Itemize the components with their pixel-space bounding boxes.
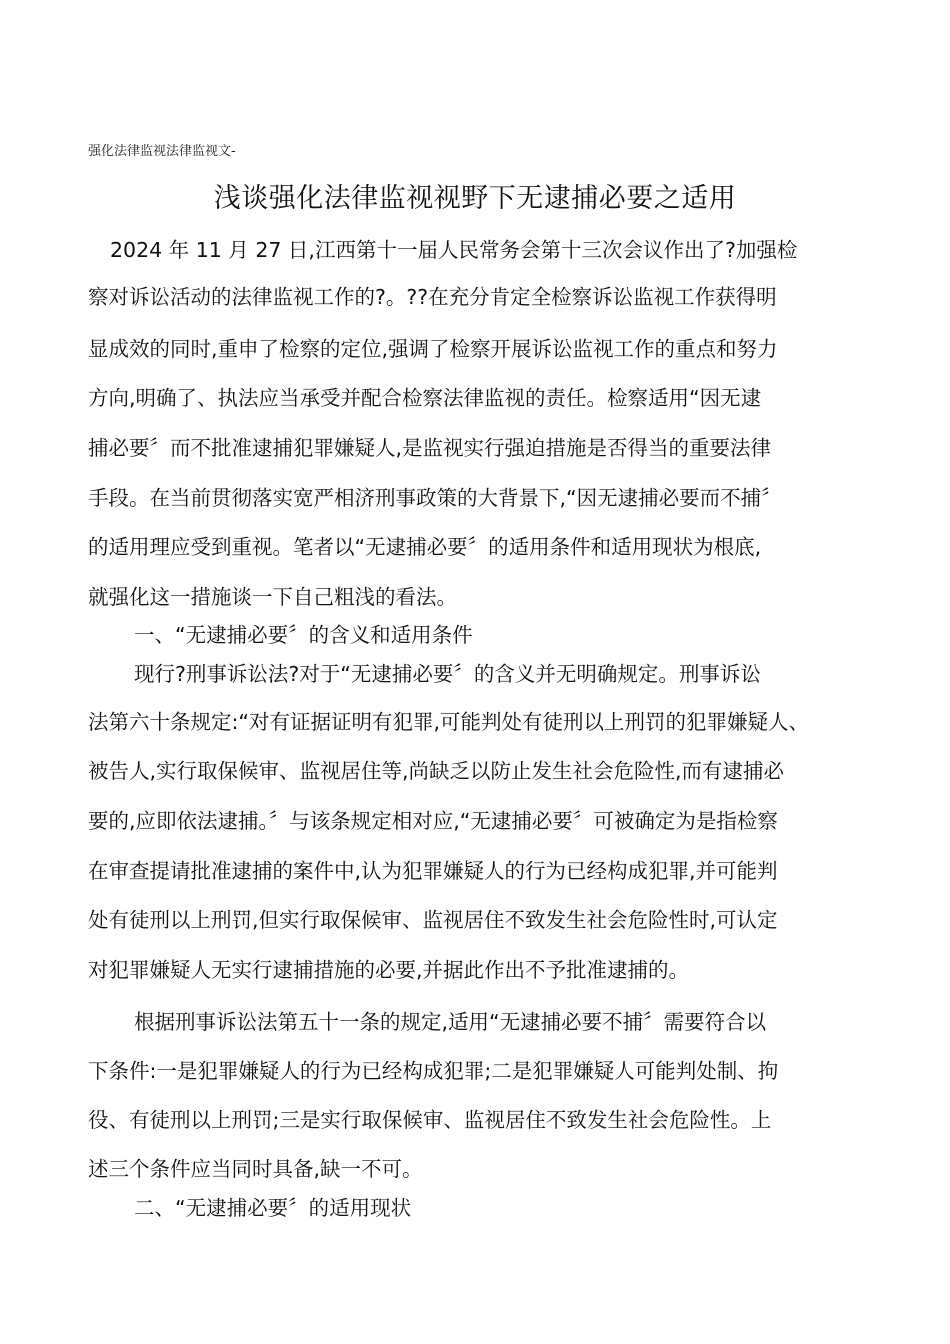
paragraph-line: 对犯罪嫌疑人无实行逮捕措施的必要,并据此作出不予批准逮捕的。: [88, 958, 690, 982]
paragraph-line: 2024 年 11 月 27 日,江西第十一届人民常务会第十三次会议作出了?加强检: [110, 238, 798, 262]
paragraph-line: 就强化这一措施谈一下自己粗浅的看法。: [88, 585, 457, 609]
paragraph-line: 处有徒刑以上刑罚,但实行取保候审、监视居住不致发生社会危险性时,可认定: [88, 908, 778, 932]
paragraph-line: 显成效的同时,重申了检察的定位,强调了检察开展诉讼监视工作的重点和努力: [88, 337, 778, 361]
paragraph-line: 的适用理应受到重视。笔者以“无逮捕必要〞的适用条件和适用现状为根底,: [88, 535, 762, 559]
paragraph-line: 根据刑事诉讼法第五十一条的规定,适用“无逮捕必要不捕〞需要符合以: [134, 1010, 767, 1034]
paragraph-line: 察对诉讼活动的法律监视工作的?。??在充分肯定全检察诉讼监视工作获得明: [88, 285, 777, 309]
section-heading-2: 二、“无逮捕必要〞的适用现状: [134, 1196, 412, 1220]
paragraph-line: 手段。在当前贯彻落实宽严相济刑事政策的大背景下,“因无逮捕必要而不捕〞: [88, 486, 782, 510]
paragraph-line: 现行?刑事诉讼法?对于“无逮捕必要〞的含义并无明确规定。刑事诉讼: [134, 662, 761, 686]
paragraph-line: 法第六十条规定:“对有证据证明有犯罪,可能判处有徒刑以上刑罚的犯罪嫌疑人、: [88, 710, 810, 734]
paragraph-line: 要的,应即依法逮捕。〞与该条规定相对应,“无逮捕必要〞可被确定为是指检察: [88, 809, 778, 833]
paragraph-line: 被告人,实行取保候审、监视居住等,尚缺乏以防止发生社会危险性,而有逮捕必: [88, 759, 785, 783]
header-note: 强化法律监视法律监视文-: [88, 144, 236, 159]
section-heading-1: 一、“无逮捕必要〞的含义和适用条件: [134, 623, 473, 647]
paragraph-line: 在审查提请批准逮捕的案件中,认为犯罪嫌疑人的行为已经构成犯罪,并可能判: [88, 859, 778, 883]
paragraph-line: 述三个条件应当同时具备,缺一不可。: [88, 1157, 423, 1181]
paragraph-line: 方向,明确了、执法应当承受并配合检察法律监视的责任。检察适用“因无逮: [88, 386, 762, 410]
document-title: 浅谈强化法律监视视野下无逮捕必要之适用: [213, 183, 737, 214]
paragraph-line: 下条件:一是犯罪嫌疑人的行为已经构成犯罪;二是犯罪嫌疑人可能判处制、拘: [88, 1059, 779, 1083]
paragraph-line: 役、有徒刑以上刑罚;三是实行取保候审、监视居住不致发生社会危险性。上: [88, 1108, 772, 1132]
paragraph-line: 捕必要〞而不批准逮捕犯罪嫌疑人,是监视实行强迫措施是否得当的重要法律: [88, 436, 772, 460]
